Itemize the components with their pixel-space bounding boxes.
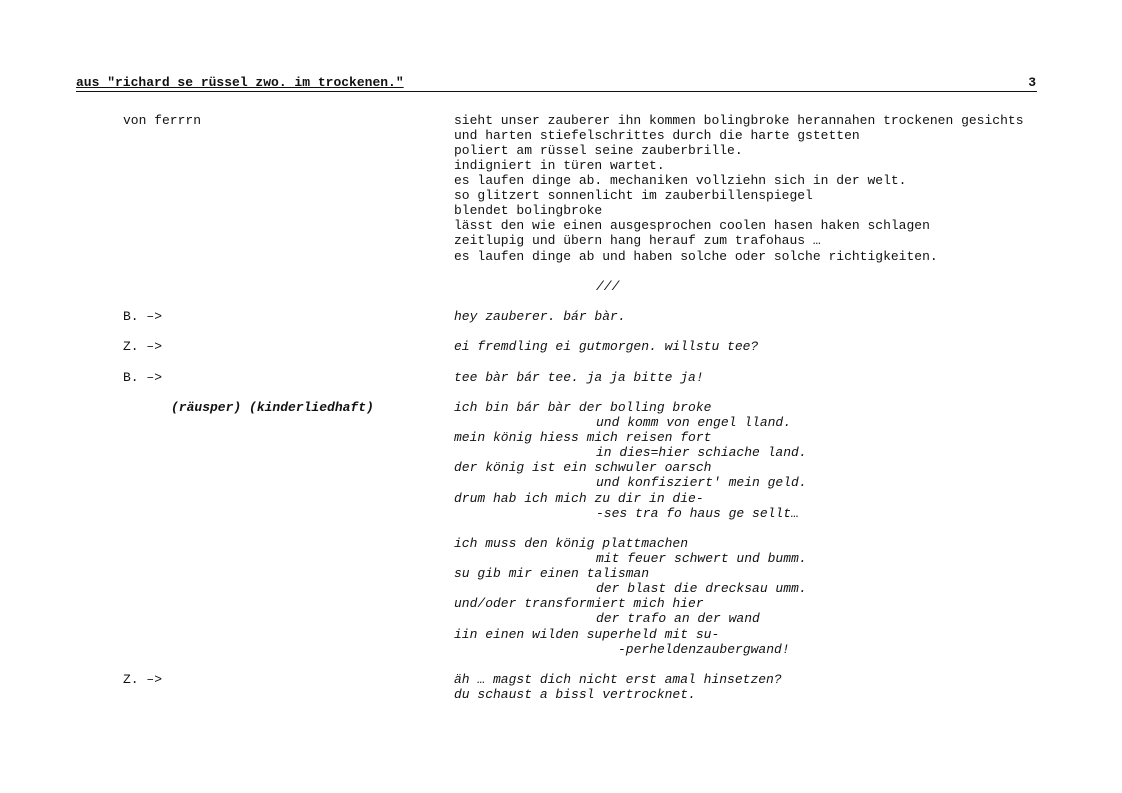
narration-line: indigniert in türen wartet. <box>454 158 665 173</box>
narration-line: sieht unser zauberer ihn kommen bolingbroke herannahen trockenen gesichts <box>454 113 1024 128</box>
dialogue-line: hey zauberer. bár bàr. <box>454 309 626 324</box>
narration-line: poliert am rüssel seine zauberbrille. <box>454 143 743 158</box>
song-line: und/oder transformiert mich hier <box>454 596 704 611</box>
speaker-label: Z. –> <box>123 672 163 687</box>
document-title: aus "richard se rüssel zwo. im trockenen." <box>76 75 404 90</box>
dialogue-line: tee bàr bár tee. ja ja bitte ja! <box>454 370 704 385</box>
song-line: su gib mir einen talisman <box>454 566 650 581</box>
song-line: in dies=hier schiache land. <box>596 445 807 460</box>
song-line: der blast die drecksau umm. <box>596 581 807 596</box>
song-line: mit feuer schwert und bumm. <box>596 551 807 566</box>
song-line: mein könig hiess mich reisen fort <box>454 430 712 445</box>
dialogue-line: du schaust a bissl vertrocknet. <box>454 687 696 702</box>
song-line: ich muss den könig plattmachen <box>454 536 689 551</box>
section-separator: /// <box>596 279 620 294</box>
narration-line: und harten stiefelschrittes durch die harte gstetten <box>454 128 860 143</box>
page-number: 3 <box>1028 75 1036 90</box>
song-line: -ses tra fo haus ge sellt… <box>596 506 799 521</box>
narration-line: blendet bolingbroke <box>454 203 603 218</box>
narration-line: lässt den wie einen ausgesprochen coolen hasen haken schlagen <box>454 218 930 233</box>
narration-line: so glitzert sonnenlicht im zauberbillenspiegel <box>454 188 813 203</box>
song-line: der könig ist ein schwuler oarsch <box>454 460 712 475</box>
song-line: der trafo an der wand <box>596 611 760 626</box>
narration-line: zeitlupig und übern hang herauf zum trafohaus … <box>454 233 821 248</box>
speaker-label: B. –> <box>123 370 163 385</box>
dialogue-line: ei fremdling ei gutmorgen. willstu tee? <box>454 339 759 354</box>
song-line: -perheldenzaubergwand! <box>618 642 790 657</box>
narration-line: es laufen dinge ab. mechaniken vollziehn sich in der welt. <box>454 173 907 188</box>
song-line: und komm von engel lland. <box>596 415 792 430</box>
stage-direction: (räusper) (kinderliedhaft) <box>171 400 374 415</box>
dialogue-line: äh … magst dich nicht erst amal hinsetzen? <box>454 672 782 687</box>
song-line: ich bin bár bàr der bolling broke <box>454 400 712 415</box>
speaker-label: Z. –> <box>123 339 163 354</box>
song-line: und konfisziert' mein geld. <box>596 475 807 490</box>
song-line: drum hab ich mich zu dir in die- <box>454 491 704 506</box>
speaker-label: B. –> <box>123 309 163 324</box>
narration-line: es laufen dinge ab und haben solche oder solche richtigkeiten. <box>454 249 938 264</box>
song-line: iin einen wilden superheld mit su- <box>454 627 720 642</box>
speaker-label: von ferrrn <box>123 113 202 128</box>
page-header <box>76 75 1037 92</box>
